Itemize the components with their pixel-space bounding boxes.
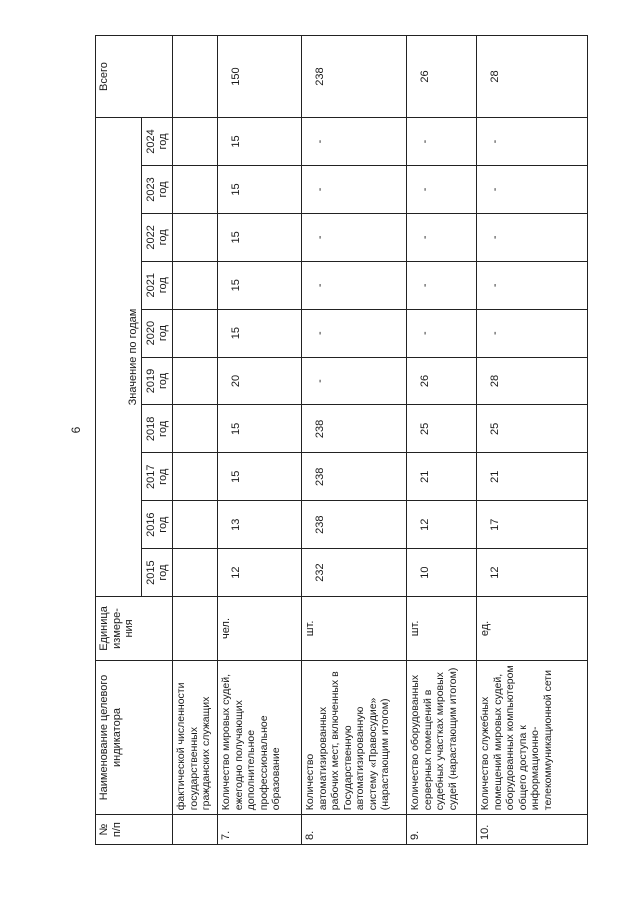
row-value: 238: [302, 453, 407, 501]
table-row: [302, 36, 407, 845]
row-value: [173, 501, 218, 549]
row-value: 28: [477, 357, 588, 405]
row-value: 15: [218, 453, 302, 501]
row-unit: чел.: [218, 597, 302, 661]
row-num: 8.: [302, 815, 407, 845]
row-value: 26: [407, 357, 477, 405]
row-value: 232: [302, 549, 407, 597]
row-total: 238: [302, 36, 407, 118]
row-value: [173, 357, 218, 405]
row-name: фактической численности государственных гражданских служащих: [173, 660, 218, 814]
row-value: -: [302, 357, 407, 405]
row-value: -: [302, 309, 407, 357]
row-name: Количество оборудованных серверных помещений в судебных участках мировых судей (нарастающим итогом): [407, 660, 477, 814]
header-values-group: Значение по годам: [96, 118, 142, 597]
row-name: Количество мировых судей, ежегодно получающих дополнительное профессиональное образование: [218, 660, 302, 814]
row-num: 10.: [477, 815, 588, 845]
row-value: 21: [477, 453, 588, 501]
row-value: -: [477, 118, 588, 166]
header-num: № п/п: [96, 815, 173, 845]
row-value: -: [407, 309, 477, 357]
row-value: [173, 309, 218, 357]
row-value: 10: [407, 549, 477, 597]
row-value: 21: [407, 453, 477, 501]
header-total: Всего: [96, 36, 173, 118]
row-value: -: [407, 261, 477, 309]
row-total: 150: [218, 36, 302, 118]
row-value: -: [302, 213, 407, 261]
row-num: [173, 815, 218, 845]
row-value: [173, 213, 218, 261]
row-value: -: [407, 213, 477, 261]
row-value: 17: [477, 501, 588, 549]
row-total: 26: [407, 36, 477, 118]
header-year: 2016 год: [142, 501, 173, 549]
row-value: 13: [218, 501, 302, 549]
header-year: 2019 год: [142, 357, 173, 405]
row-value: 25: [477, 405, 588, 453]
header-row: [96, 36, 142, 845]
header-year: 2022 год: [142, 213, 173, 261]
row-value: [173, 453, 218, 501]
row-value: -: [302, 166, 407, 214]
row-value: 15: [218, 166, 302, 214]
row-value: 15: [218, 261, 302, 309]
row-value: [173, 405, 218, 453]
row-value: [173, 166, 218, 214]
indicators-table: [95, 35, 588, 845]
row-value: -: [477, 261, 588, 309]
row-name: Количество служебных помещений мировых судей, оборудованных компьютером общего доступа к информационно-телекоммуникационной сети: [477, 660, 588, 814]
table-row: [218, 36, 302, 845]
row-value: -: [477, 166, 588, 214]
table-row: [173, 36, 218, 845]
header-unit: Единица измере-ния: [96, 597, 173, 661]
row-value: 15: [218, 118, 302, 166]
table-row: [477, 36, 588, 845]
row-value: -: [302, 118, 407, 166]
table-row: [407, 36, 477, 845]
row-total: 28: [477, 36, 588, 118]
row-value: 15: [218, 309, 302, 357]
row-name: Количество автоматизированных рабочих мест, включенных в Государственную автоматизированную систему «Правосудие» (нарастающим итогом): [302, 660, 407, 814]
page-number: 6: [69, 426, 83, 434]
row-value: -: [477, 213, 588, 261]
row-value: [173, 261, 218, 309]
header-year: 2024 год: [142, 118, 173, 166]
header-year: 2023 год: [142, 166, 173, 214]
row-unit: ед.: [477, 597, 588, 661]
row-unit: шт.: [407, 597, 477, 661]
row-value: [173, 549, 218, 597]
row-unit: [173, 597, 218, 661]
row-value: 15: [218, 405, 302, 453]
row-value: 12: [477, 549, 588, 597]
header-year: 2018 год: [142, 405, 173, 453]
row-value: 12: [407, 501, 477, 549]
row-value: 238: [302, 405, 407, 453]
row-value: -: [477, 309, 588, 357]
row-value: -: [302, 261, 407, 309]
header-year: 2021 год: [142, 261, 173, 309]
row-value: [173, 118, 218, 166]
row-value: -: [407, 166, 477, 214]
row-value: 12: [218, 549, 302, 597]
row-num: 9.: [407, 815, 477, 845]
row-value: -: [407, 118, 477, 166]
row-value: 20: [218, 357, 302, 405]
row-num: 7.: [218, 815, 302, 845]
header-name: Наименование целевого индикатора: [96, 660, 173, 814]
row-total: [173, 36, 218, 118]
header-year: 2015 год: [142, 549, 173, 597]
header-year: 2017 год: [142, 453, 173, 501]
row-unit: шт.: [302, 597, 407, 661]
row-value: 15: [218, 213, 302, 261]
row-value: 25: [407, 405, 477, 453]
row-value: 238: [302, 501, 407, 549]
rotated-table-container: [95, 35, 587, 845]
header-year: 2020 год: [142, 309, 173, 357]
